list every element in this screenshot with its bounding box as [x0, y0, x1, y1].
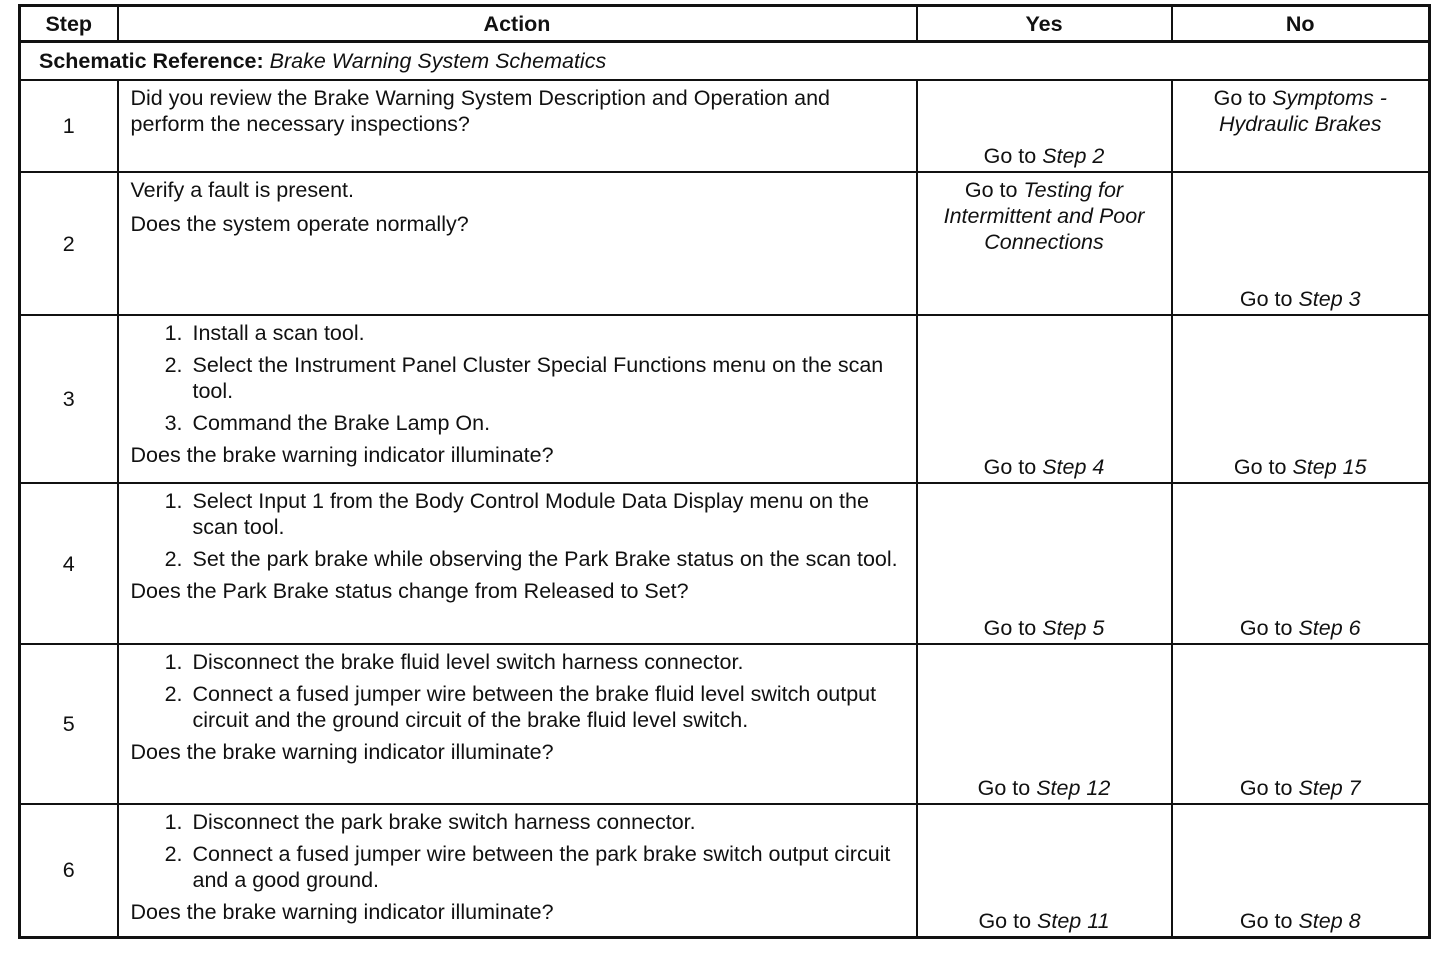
yes-goto: [918, 615, 1171, 641]
yes-cell: [917, 80, 1172, 172]
action-cell: [118, 483, 917, 644]
schematic-reference: [20, 42, 1430, 81]
no-goto: [1173, 286, 1429, 312]
schematic-reference-link[interactable]: Brake Warning System Schematics: [269, 49, 607, 73]
step-number: 5: [20, 644, 118, 804]
action-cell: [118, 80, 917, 172]
goto-link[interactable]: Step 12: [1036, 776, 1111, 800]
yes-cell: [917, 315, 1172, 483]
no-goto: [1173, 775, 1429, 801]
no-goto: [1173, 908, 1429, 934]
header-action: Action: [118, 6, 917, 42]
list-item: 1. Disconnect the brake fluid level switch harness connector.: [189, 649, 906, 675]
no-goto: [1173, 454, 1429, 480]
list-item: 1. Disconnect the park brake switch harness connector.: [189, 809, 906, 835]
goto-prefix: Go to: [1239, 287, 1293, 311]
yes-goto: [918, 908, 1171, 934]
no-cell: [1172, 804, 1430, 937]
yes-cell: [917, 172, 1172, 315]
header-row: [20, 6, 1430, 42]
yes-goto: [918, 143, 1171, 169]
goto-prefix: Go to: [977, 776, 1031, 800]
goto-link[interactable]: Step 15: [1292, 455, 1367, 479]
no-goto: [1173, 81, 1429, 137]
no-cell: [1172, 644, 1430, 804]
goto-link[interactable]: Step 6: [1298, 616, 1361, 640]
instruction-list: [131, 809, 906, 893]
list-item: 2. Set the park brake while observing the Park Brake status on the scan tool.: [189, 546, 906, 572]
instruction-list: [131, 488, 906, 572]
table-row: [20, 483, 1430, 644]
no-cell: [1172, 483, 1430, 644]
goto-link[interactable]: Step 8: [1298, 908, 1361, 933]
list-item: 2. Connect a fused jumper wire between the brake fluid level switch output circuit and the ground circuit of the brake fluid level switch.: [189, 681, 906, 733]
header-step: Step: [20, 6, 118, 42]
diagnostic-table: [18, 4, 1431, 939]
goto-link[interactable]: Symptoms - Hydraulic Brakes: [1219, 86, 1387, 136]
goto-prefix: Go to: [983, 144, 1037, 168]
list-item: 3. Command the Brake Lamp On.: [189, 410, 906, 436]
instruction-list: [131, 649, 906, 733]
instruction-list: [131, 320, 906, 436]
goto-link[interactable]: Testing for Intermittent and Poor Connections: [943, 178, 1145, 254]
action-question: Does the brake warning indicator illuminate?: [130, 443, 554, 467]
action-text: Did you review the Brake Warning System Description and Operation and perform the necessary inspections?: [130, 86, 830, 136]
goto-prefix: Go to: [1239, 616, 1293, 640]
action-cell: [118, 644, 917, 804]
action-question: Does the Park Brake status change from Released to Set?: [130, 579, 689, 603]
goto-link[interactable]: Step 5: [1042, 616, 1105, 640]
goto-prefix: Go to: [964, 178, 1018, 202]
no-cell: [1172, 315, 1430, 483]
action-question: Does the brake warning indicator illuminate?: [130, 900, 554, 924]
no-cell: [1172, 172, 1430, 315]
yes-cell: [917, 804, 1172, 937]
step-number: 6: [20, 804, 118, 937]
list-item: 1. Install a scan tool.: [189, 320, 906, 346]
goto-prefix: Go to: [983, 616, 1037, 640]
goto-prefix: Go to: [978, 908, 1032, 933]
goto-prefix: Go to: [983, 455, 1037, 479]
yes-goto: [918, 173, 1171, 255]
step-number: 4: [20, 483, 118, 644]
step-number: 3: [20, 315, 118, 483]
goto-prefix: Go to: [1239, 776, 1293, 800]
yes-goto: [918, 454, 1171, 480]
goto-link[interactable]: Step 3: [1298, 287, 1361, 311]
goto-prefix: Go to: [1213, 86, 1267, 110]
goto-link[interactable]: Step 7: [1298, 776, 1361, 800]
list-item: 2. Connect a fused jumper wire between the park brake switch output circuit and a good ground.: [189, 841, 906, 893]
table-row: [20, 644, 1430, 804]
goto-prefix: Go to: [1239, 908, 1293, 933]
list-item: 2. Select the Instrument Panel Cluster Special Functions menu on the scan tool.: [189, 352, 906, 404]
table-row: [20, 804, 1430, 937]
header-no: No: [1172, 6, 1430, 42]
action-cell: [118, 315, 917, 483]
goto-link[interactable]: Step 2: [1042, 144, 1105, 168]
schematic-reference-row: [20, 42, 1430, 81]
yes-cell: [917, 483, 1172, 644]
header-yes: Yes: [917, 6, 1172, 42]
no-cell: [1172, 80, 1430, 172]
goto-link[interactable]: Step 4: [1042, 455, 1105, 479]
step-number: 1: [20, 80, 118, 172]
action-text: Verify a fault is present.: [130, 178, 354, 202]
action-cell: [118, 172, 917, 315]
schematic-reference-label: Schematic Reference:: [39, 49, 264, 73]
step-number: 2: [20, 172, 118, 315]
table-row: [20, 80, 1430, 172]
action-question: Does the brake warning indicator illuminate?: [130, 740, 554, 764]
table-row: [20, 315, 1430, 483]
goto-prefix: Go to: [1233, 455, 1287, 479]
action-cell: [118, 804, 917, 937]
goto-link[interactable]: Step 11: [1037, 908, 1110, 933]
action-question: Does the system operate normally?: [130, 212, 469, 236]
yes-goto: [918, 775, 1171, 801]
yes-cell: [917, 644, 1172, 804]
no-goto: [1173, 615, 1429, 641]
list-item: 1. Select Input 1 from the Body Control Module Data Display menu on the scan tool.: [189, 488, 906, 540]
table-row: [20, 172, 1430, 315]
